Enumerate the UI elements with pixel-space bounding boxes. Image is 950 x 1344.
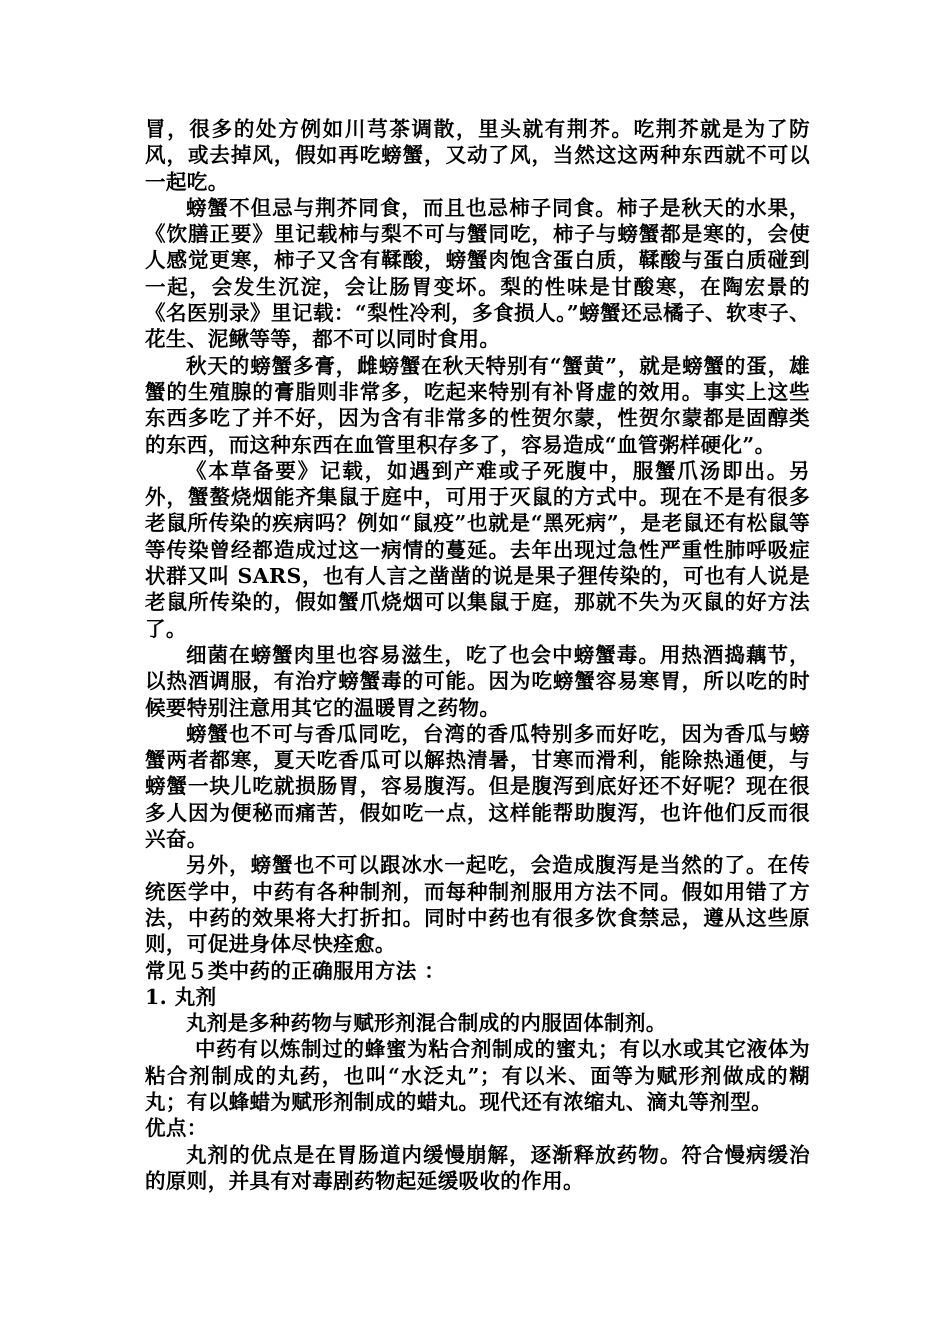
paragraph-pill-advantages: 丸剂的优点是在胃肠道内缓慢崩解，逐渐释放药物。符合慢病缓治的原则，并具有对毒剧药物起延缓吸收的作用。: [145, 1142, 810, 1193]
paragraph-crab-persimmon: 螃蟹不但忌与荆芥同食，而且也忌柿子同食。柿子是秋天的水果，《饮膳正要》里记载柿与梨不可与蟹同吃，柿子与螃蟹都是寒的，会使人感觉更寒，柿子又含有鞣酸，螃蟹肉饱含蛋白质，鞣酸与蛋白质碰到一起，会发生沉淀，会让肠胃变坏。梨的性味是甘酸寒，在陶宏景的《名医别录》里记载：“梨性冷利，多食损人。”螃蟹还忌橘子、软枣子、花生、泥鳅等等，都不可以同时食用。: [145, 195, 810, 352]
paragraph-autumn-crab-roe: 秋天的螃蟹多膏，雌螃蟹在秋天特别有“蟹黄”，就是螃蟹的蛋，雄蟹的生殖腺的膏脂则非常多，吃起来特别有补肾虚的效用。事实上这些东西多吃了并不好，因为含有非常多的性贺尔蒙，性贺尔蒙都是固醇类的东西，而这种东西在血管里积存多了，容易造成“血管粥样硬化”。: [145, 353, 810, 457]
paragraph-bacteria-crab-poison: 细菌在螃蟹肉里也容易滋生，吃了也会中螃蟹毒。用热酒捣藕节，以热酒调服，有治疗螃蟹毒的可能。因为吃螃蟹容易寒胃，所以吃的时候要特别注意用其它的温暖胃之药物。: [145, 642, 810, 720]
paragraph-crab-jingjie-intro: 冒，很多的处方例如川芎茶调散，里头就有荆芥。吃荆芥就是为了防风，或去掉风，假如再吃螃蟹，又动了风，当然这这两种东西就不可以一起吃。: [145, 117, 810, 194]
subheading-advantages: 优点：: [145, 1116, 208, 1141]
paragraph-pill-types: 中药有以炼制过的蜂蜜为粘合剂制成的蜜丸；有以水或其它液体为粘合剂制成的丸药，也叫“水泛丸”；有以米、面等为赋形剂做成的糊丸；有以蜂蜡为赋形剂制成的蜡丸。现代还有浓缩丸、滴丸等剂型。: [145, 1037, 810, 1114]
paragraph-pill-definition: 丸剂是多种药物与赋形剂混合制成的内服固体制剂。: [186, 1011, 667, 1036]
paragraph-bencao-beiyao: 《本草备要》记载，如遇到产难或子死腹中，服蟹爪汤即出。另外，蟹螯烧烟能齐集鼠于庭中，可用于灭鼠的方式中。现在不是有很多老鼠所传染的疾病吗？例如“鼠疫”也就是“黑死病”，是老鼠还有松鼠等等传染曾经都造成过这一病情的蔓延。去年出现过急性严重性肺呼吸症状群又叫 SARS，也有人言之凿凿的说是果子狸传染的，可也有人说是老鼠所传染的，假如蟹爪烧烟可以集鼠于庭，那就不失为灭鼠的好方法了。: [145, 458, 810, 641]
subheading-pills: 1. 丸剂: [145, 984, 217, 1009]
section-heading-medicine-methods: 常见５类中药的正确服用方法 ：: [145, 958, 446, 983]
paragraph-crab-ice-water: 另外，螃蟹也不可以跟冰水一起吃，会造成腹泻是当然的了。在传统医学中，中药有各种制剂，而每种制剂服用方法不同。假如用错了方法，中药的效果将大打折扣。同时中药也有很多饮食禁忌，遵从这些原则，可促进身体尽快痊愈。: [145, 853, 810, 957]
paragraph-crab-melon: 螃蟹也不可与香瓜同吃，台湾的香瓜特别多而好吃，因为香瓜与螃蟹两者都寒，夏天吃香瓜可以解热清暑，甘寒而滑利，能除热通便，与螃蟹一块儿吃就损肠胃，容易腹泻。但是腹泻到底好还不好呢？现在很多人因为便秘而痛苦，假如吃一点，这样能帮助腹泻，也许他们反而很兴奋。: [145, 721, 810, 852]
document-page: [145, 116, 810, 1194]
